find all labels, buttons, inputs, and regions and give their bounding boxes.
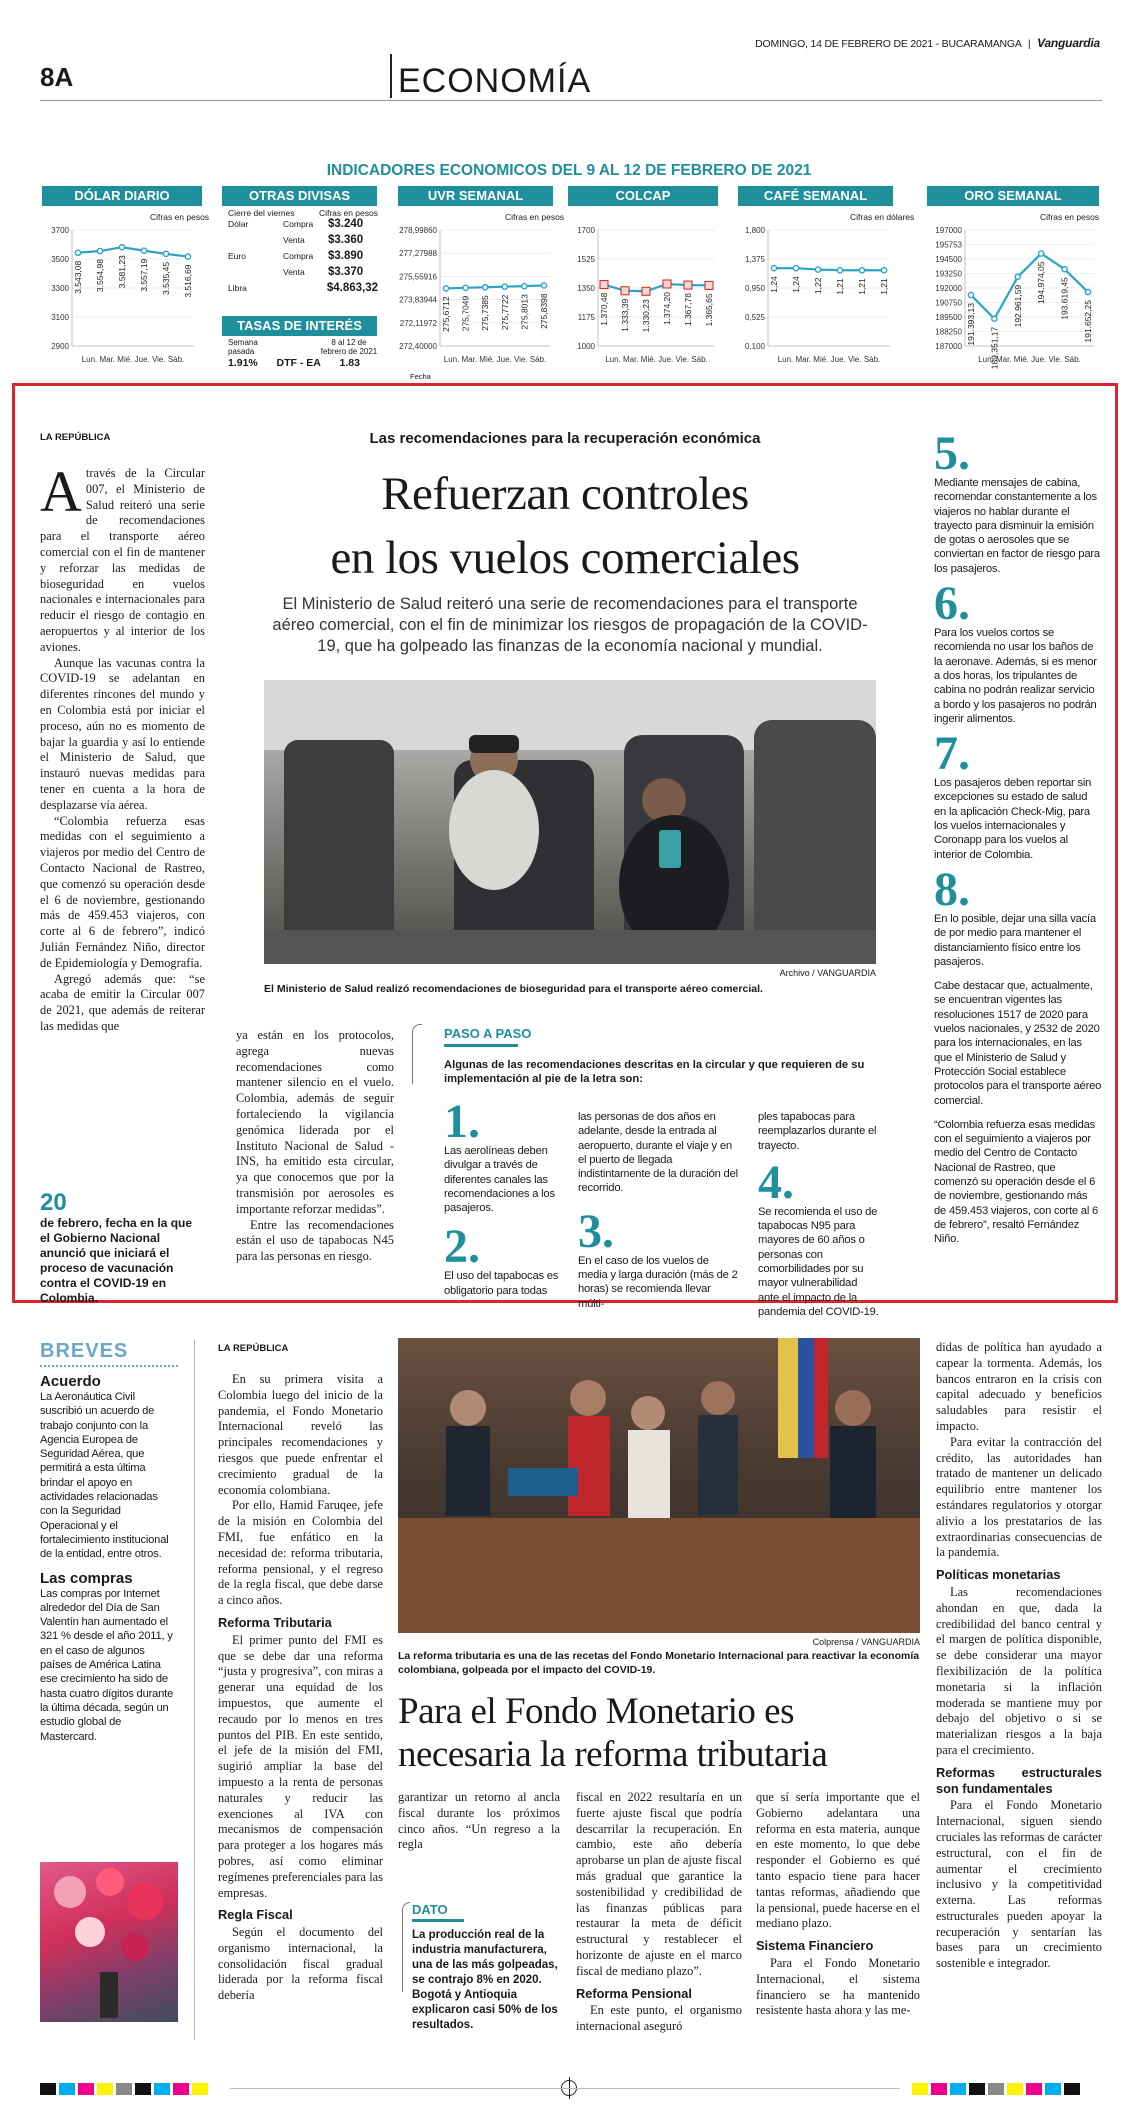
data-label: 275,7722 [499,294,510,331]
data-point [141,248,146,253]
color-bar-right [912,2082,1083,2100]
fmi-headline-line-1: Para el Fondo Monetario es [398,1691,794,1732]
step-7-number: 7. [934,727,970,781]
data-point [642,287,650,295]
data-point [684,281,692,289]
photo-credit: Archivo / VANGUARDIA [779,968,876,978]
y-tick-label: 272,40000 [399,342,437,351]
main-para-3: “Colombia refuerza esas medidas con el seguimiento a viajeros por medio del Centro de Contacto Nacional de Rastreo, que comenzó su operación desde el 6 de noviembre, gestionando más de 459.453 viajeros, con corte al 6 de febrero”, indicó Julián Fernández Niño, director de Epidemiología y Demografía. [40,813,205,970]
divisas-row [228,234,378,250]
series-line [971,254,1088,319]
dato-underline [412,1919,464,1922]
data-point [705,281,713,289]
main-para-1 [40,459,205,656]
y-tick-label: 3300 [51,284,69,293]
divisas-colhead: Cierre del viernes [228,208,295,218]
data-label: 1,21 [879,278,889,295]
divisas-unit: Cifras en pesos [318,208,378,218]
data-label: 191.393,13 [966,303,976,346]
y-tick-label: 1175 [577,313,595,322]
data-point [119,245,124,250]
dato-text: La producción real de la industria manufacturera, una de las más golpeadas, se contrajo 8% en 2020. Bogotá y Antioquia explicaron casi 50% de los resultados. [412,1929,558,2031]
main-para-4: Agregó además que: “se acaba de emitir la Circular 007 de 2021, que además de reiterar las medidas que [40,971,205,1033]
step-7-text: Los pasajeros deben reportar sin excepciones su estado de salud en la aplicación Check-Mig, para los vuelos internacionales y Coronapp para los vuelos al interior de Colombia. [934,777,1092,861]
data-point [859,268,864,273]
fmi-subhead-estructurales: Reformas estructurales son fundamentales [936,1764,1102,1796]
data-point [522,284,527,289]
fmi-para-5: garantizar un retorno al ancla fiscal durante los próximos cinco años. “Un regreso a la regla [398,1790,560,1852]
fmi-col-2 [398,1790,560,1853]
tasas-last-week: 1.91% [228,357,258,369]
x-day-labels: Lun. Mar. Mié. Jue. Vie. Sáb. [777,355,881,364]
data-point [541,283,546,288]
tasas-rate-name: DTF - EA [276,357,321,369]
dato-title: DATO [412,1902,448,1917]
data-point [185,254,190,259]
step-8-number: 8. [934,862,970,916]
x-day-labels: Lun. Mar. Mié. Jue. Vie. Sáb. [443,355,547,364]
fact-text: de febrero, fecha en la que el Gobierno Nacional anunció que iniciará el proceso de vacunación contra el COVID-19 en Colombia. [40,1216,193,1305]
data-label: 1,21 [835,278,845,295]
data-label: 194.974,05 [1036,261,1047,305]
data-point [1085,289,1090,294]
fmi-subhead-financiero: Sistema Financiero [756,1938,874,1954]
breves-title: BREVES [40,1340,178,1367]
data-point [968,292,973,297]
fmi-para-1: En su primera visita a Colombia luego del inicio de la pandemia, el Fondo Monetario Internacional reveló las principales recomendaciones y riesgos que puede enfrentar el crecimiento gradual de la economía colombiana. [218,1372,383,1497]
valentine-photo-art [40,1862,178,2022]
breve-2-text: Las compras por Internet alrededor del Día de San Valentín han aumentado el 321 % desde el año 2011, y en el caso de algunos países de América Latina ese crecimiento ha sido de hasta cuatro dígitos durante la última década, según un estudio global de Mastercard. [40,1587,174,1743]
fmi-col-4 [756,1790,920,2019]
y-tick-label: 0,525 [744,313,765,322]
dolar-header: DÓLAR DIARIO [42,186,202,206]
photo-caption: El Ministerio de Salud realizó recomendaciones de bioseguridad para el transporte aéreo comercial. [264,983,763,995]
oro-header: ORO SEMANAL [927,186,1099,206]
series-line [78,247,188,256]
breve-2-title: Las compras [40,1569,133,1587]
y-tick-label: 1000 [577,342,595,351]
breves-box [40,1340,178,1744]
x-day-labels: Lun. Mar. Mié. Jue. Vie. Sáb. [978,355,1081,364]
step-3-text-cont: ples tapabocas para reemplazarlos durante el trayecto. [758,1111,877,1152]
fmi-para-12: Las recomendaciones ahondan en que, dada la credibilidad del banco central y el margen de política disponible, se debe considerar una mayor flexibilización de la política monetaria si la inflación moderada se mantiene muy por debajo del objetivo o si se materializan riesgos a la baja para el crecimiento. [936,1584,1102,1757]
divisas-type: Venta [283,235,305,245]
oro-chart [927,220,1102,370]
data-point [793,266,798,271]
tasas-col3: 8 al 12 de febrero de 2021 [320,338,378,356]
main-para-5: ya están en los protocolos, agrega nuevas recomendaciones como mantener silencio en el vuelo. Colombia, además de seguir fortaleciendo la vigilancia genómica liderada por el Instituto Nacional de Salud - INS, ha emitido esta circular, ya que conocemos que por la transmisión por aerosoles es importante reforzar medidas”. [236,1028,394,1216]
fmi-col-3 [576,1790,742,2035]
tasas-col1: Semana pasada [228,338,258,356]
y-tick-label: 273,83944 [399,295,437,305]
main-headline [240,462,890,590]
y-tick-label: 0,100 [744,342,765,351]
headline-line-2: en los vuelos comerciales [330,532,800,584]
y-tick-label: 2900 [51,342,69,351]
fmi-headline-line-2: necesaria la reforma tributaria [398,1734,828,1775]
paso-col-1 [444,1095,564,1298]
dolar-chart [42,220,202,370]
y-tick-label: 194500 [935,255,962,264]
data-point [815,267,820,272]
divisas-type: Compra [283,251,314,261]
breve-1-text: La Aeronáutica Civil suscribió un acuerdo de trabajo conjunto con la Agencia Europea de Seguridad Aérea, que permitirá a esta última brindar el apoyo en actividades relacionadas con la Seguridad Operacional y el fortalecimiento institucional de la entidad, entre otros. [40,1391,169,1561]
y-tick-label: 3100 [51,313,69,322]
step-2-text: El uso del tapabocas es obligatorio para todas [444,1270,559,1297]
data-point [837,268,842,273]
congress-photo [398,1338,920,1633]
fmi-para-2: Por ello, Hamid Faruqee, jefe de la misión en Colombia del FMI, fue enfático en la necesidad de: reforma tributaria, reforma pensional, y el regreso de la regla fiscal, que debe darse a cinco años. [218,1498,383,1608]
step-5-number: 5. [934,427,970,480]
divisas-value: $3.370 [328,266,364,278]
divisas-type: Venta [283,267,305,277]
data-label: 191.652,25 [1083,300,1093,343]
dato-box [412,1902,560,2033]
data-label: 3.557,19 [139,258,149,292]
data-label: 1.370,48 [599,292,609,326]
data-point [771,266,776,271]
data-label: 3.581,23 [117,255,127,289]
y-tick-label: 188250 [935,327,962,337]
brand-logo: Vanguardia [1037,36,1100,50]
paso-col-2 [578,1110,738,1311]
series-line [446,285,544,288]
airplane-photo [264,680,876,964]
data-point [1062,267,1067,272]
series-line [604,284,709,291]
data-label: 1.330,23 [641,299,651,333]
section-title: ECONOMÍA [398,62,592,100]
x-day-labels: Lun. Mar. Mié. Jue. Vie. Sáb. [81,355,185,364]
fmi-col-5 [936,1340,1102,1972]
data-label: 192.961,59 [1012,284,1023,328]
y-tick-label: 1,800 [744,226,765,235]
divisas-table [228,208,378,300]
step-6-number: 6. [934,577,970,631]
y-tick-label: 192000 [935,284,962,293]
divisas-row [228,282,378,300]
main-source: LA REPÚBLICA [40,432,111,443]
y-tick-label: 3500 [51,255,69,264]
fact-box [40,1190,205,1306]
divisas-value: $4.863,32 [326,282,378,294]
data-label: 275,7049 [460,295,471,332]
data-point [483,285,488,290]
divisas-type: Compra [283,219,314,229]
fmi-source: LA REPÚBLICA [218,1343,289,1354]
y-tick-label: 1700 [577,226,595,235]
y-tick-label: 3700 [51,226,69,235]
fmi-para-4: Según el documento del organismo internacional, la consolidación fiscal gradual liderada por la reforma fiscal debería [218,1925,383,2003]
step-5-text: Mediante mensajes de cabina, recomendar constantemente a los viajeros no hablar durante el trayecto para disminuir la emisión de gotas o aerosoles que se conviertan en factor de riesgo para los pasajeros. [934,477,1100,575]
footer-rule [230,2088,900,2089]
dropcap: A [40,459,82,524]
fmi-col-1 [218,1372,383,2004]
fact-number: 20 [40,1189,67,1216]
divisas-currency: Euro [228,251,246,261]
paso-underline [444,1044,518,1047]
main-col-1 [40,459,205,1035]
cafe-header: CAFÉ SEMANAL [738,186,893,206]
masthead-rule [40,100,1102,101]
breve-1-title: Acuerdo [40,1373,101,1390]
fmi-subhead-tributaria: Reforma Tributaria [218,1614,332,1630]
main-deck: El Ministerio de Salud reiteró una serie de recomendaciones para el transporte aéreo comercial, con el fin de minimizar los riesgos de propagación de la COVID-19, que ha golpeado las finanzas de la economía nacional y mundial. [272,595,868,655]
step-6-text: Para los vuelos cortos se recomienda no usar los baños de la aeronave. Además, si es menor a dos horas, los tripulantes de cabina no podrán realizar servicio a bordo y los pasajeros no podrán ingerir alimentos. [934,627,1097,725]
main-right-col [934,427,1102,1246]
data-label: 3.543,08 [73,260,83,294]
data-label: 3.535,45 [161,261,171,295]
fmi-subhead-monetarias: Políticas monetarias [936,1567,1061,1583]
dateline-text: DOMINGO, 14 DE FEBRERO DE 2021 - BUCARAMANGA [755,38,1022,50]
data-label: 275,6712 [441,296,451,332]
oro-unit: Cifras en pesos [1040,212,1100,222]
data-label: 1,22 [813,277,823,295]
y-tick-label: 195753 [935,240,962,250]
x-day-labels: Lun. Mar. Mié. Jue. Vie. Sáb. [605,355,708,364]
paso-intro: Algunas de las recomendaciones descritas en la circular y que requieren de su implementación al pie de la letra son: [444,1059,865,1085]
y-tick-label: 0,950 [744,284,765,293]
fmi-para-8: que sí sería importante que el Gobierno adelantara una reforma en esta materia, aunque en este momento, lo que debe responder el Gobierno es qué tanto espacio tiene para hacer tantas reformas, añadiendo que la pensional, puede hacerse en el mediano plazo. [756,1790,920,1931]
uvr-header: UVR SEMANAL [398,186,553,206]
data-label: 1,21 [857,278,867,295]
step-8-text: En lo posible, dejar una silla vacía de por medio para mantener el distanciamiento físico entre los pasajeros. [934,912,1096,968]
divisas-row [228,250,378,266]
main-para-6: Entre las recomendaciones están el uso de tapabocas N45 para las personas en riesgo. [236,1217,394,1264]
dolar-unit: Cifras en pesos [150,212,210,222]
divisas-currency: Dólar [228,219,249,229]
step-4-number: 4. [758,1155,794,1209]
y-tick-label: 277,27988 [399,249,437,259]
tasas-header: TASAS DE INTERÉS [222,316,377,336]
main-para-2: Aunque las vacunas contra la COVID-19 se adelantan en diferentes rincones del mundo y en Colombia está por iniciar el proceso, aún no es momento de bajar la guardia y así lo entiende el Ministerio de Salud, que instauró nuevas medidas para tener en cuenta a la hora de desplazarse vía aérea. [40,655,205,812]
paso-col-3 [758,1110,880,1319]
uvr-xlabel: Fecha [410,372,431,381]
fmi-subhead-regla: Regla Fiscal [218,1907,293,1923]
uvr-unit: Cifras en pesos [505,212,565,222]
y-tick-label: 187000 [935,342,962,351]
data-point [97,248,102,253]
data-point [163,251,168,256]
dateline: DOMINGO, 14 DE FEBRERO DE 2021 - BUCARAMANGA | Vanguardia [755,36,1100,50]
y-tick-label: 190750 [935,298,962,308]
valentine-photo [40,1862,178,2022]
y-tick-label: 1525 [577,255,595,264]
data-label: 1.367,78 [683,293,693,327]
data-label: 1.374,20 [662,291,672,326]
data-point [663,280,671,288]
divisas-row [228,266,378,282]
breves-divider [194,1340,195,2040]
fmi-para-3: El primer punto del FMI es que se debe dar una reforma “justa y progresiva”, con miras a generar una equidad de los impuestos, que aumente el recaudo por lo menos en tres puntos del PIB. En este sentido, el jefe de la misión del FMI, sugirió ampliar la base del impuesto a la renta de personas naturales y reducir las exenciones al IVA con mecanismos de compensación para proteger a los hogares más pobres, así como eliminar regímenes preferenciales para las empresas. [218,1632,383,1900]
fmi-para-13: Para el Fondo Monetario Internacional, siguen siendo cruciales las reformas de carácter estructural, con el fin de aumentar el crecimiento inclusivo y la competitividad externa. Las reformas estructurales pueden apoyar la recuperación y sentarían las bases para un crecimiento sostenible e integrador. [936,1798,1102,1971]
data-label: 1.333,39 [620,298,630,332]
fmi-para-6: fiscal en 2022 resultaría en un fuerte ajuste fiscal que podría descarrilar la recuperación. En cambio, este año debería aprobarse un plan de ajuste fiscal más gradual que garantice la sostenibilidad y credibilidad de las finanzas públicas para restaurar la meta de déficit estructural y restablecer el horizonte de ajuste en el marco fiscal de mediano plazo”. [576,1790,742,1978]
y-tick-label: 275,55916 [399,272,437,282]
y-tick-label: 1350 [577,284,595,293]
tasas-current: 1.83 [339,357,360,369]
paso-title: PASO A PASO [444,1026,532,1041]
indicators-title: INDICADORES ECONOMICOS DEL 9 AL 12 DE FEBRERO DE 2021 [326,162,812,179]
fmi-caption: La reforma tributaria es una de las recetas del Fondo Monetario Internacional para reactivar la economía colombiana, golpeada por el impacto del COVID-19. [398,1650,920,1676]
y-tick-label: 197000 [935,226,962,235]
y-tick-label: 1,375 [744,255,765,264]
fmi-subhead-pensional: Reforma Pensional [576,1985,692,2001]
tasas-table [228,338,378,368]
step-1-text: Las aerolíneas deben divulgar a través de diferentes canales las recomendaciones a los pasajeros. [444,1145,555,1215]
dato-bracket [402,1902,410,1992]
divisas-row [228,218,378,234]
closing-para-1: Cabe destacar que, actualmente, se encuentran vigentes las resoluciones 1517 de 2020 para vuelos nacionales, y 2532 de 2020 para los internacionales, en las que el Ministerio de Salud y Protección Social establece protocolos para el transporte aéreo comercial. [934,980,1102,1107]
data-label: 1,24 [769,276,779,293]
data-point [463,285,468,290]
y-tick-label: 193250 [935,269,962,279]
airplane-photo-art [264,680,876,964]
colcap-chart [568,220,723,370]
series-line [774,268,884,270]
divisas-value: $3.890 [328,250,364,262]
data-label: 1.365,65 [704,293,714,327]
y-tick-label: 272,11972 [399,318,437,328]
colcap-header: COLCAP [568,186,718,206]
cafe-unit: Cifras en dólares [850,212,915,222]
fmi-para-11: Para evitar la contracción del crédito, las autoridades han tratado de mantener un delicado equilibrio entre mantener los estándares regulatorios y otorgar alivio a los prestatarios de las extraordinarias consecuencias de la pandemia. [936,1434,1102,1560]
main-col-2 [236,1028,394,1265]
data-point [600,281,608,289]
color-bar-left [40,2082,211,2100]
data-point [75,250,80,255]
fmi-para-10: didas de política han ayudado a capear la tormenta. Además, los bancos entraron en la crisis con capital adecuado y beneficios saludables para resistir el impacto. [936,1340,1102,1433]
congress-photo-art [398,1338,920,1633]
divisas-header: OTRAS DIVISAS [222,186,377,206]
step-1-number: 1. [444,1095,480,1148]
data-point [992,316,997,321]
data-label: 275,7385 [480,295,491,331]
cafe-chart [738,220,898,370]
data-point [443,286,448,291]
data-point [1039,251,1044,256]
divisas-currency: Libra [228,283,247,293]
main-kicker: Las recomendaciones para la recuperación económica [369,430,761,447]
paso-bracket [412,1024,422,1084]
y-tick-label: 189500 [935,313,962,322]
data-point [621,287,629,295]
divisas-value: $3.360 [328,234,364,246]
fmi-headline [398,1690,938,1776]
page-number: 8A [40,62,74,92]
data-point [1015,274,1020,279]
step-3-number: 3. [578,1204,614,1258]
closing-para-2: “Colombia refuerza esas medidas con el seguimiento a viajeros por medio del Centro de Contacto Nacional de Rastreo, que comenzó su operación desde el 6 de noviembre, gestionando más de 459.453 viajeros, con corte al 6 de febrero”, resaltó Fernández Niño. [934,1118,1099,1246]
fmi-para-9: Para el Fondo Monetario Internacional, el sistema financiero se ha mantenido resistente hasta ahora y las me- [756,1955,920,2018]
data-label: 193.619,45 [1059,277,1070,320]
section-divider [390,54,392,98]
data-point [502,284,507,289]
headline-line-1: Refuerzan controles [381,468,749,520]
data-label: 275,8013 [519,294,530,330]
step-4-text: Se recomienda el uso de tapabocas N95 para mayores de 60 años o personas con comorbilidades por su mayor vulnerabilidad ante el impacto de la pandemia del COVID-19. [758,1205,879,1318]
main-para-1-text: través de la Circular 007, el Ministerio de Salud reiteró una serie de recomendaciones para el transporte aéreo comercial con el fin de mantener y reforzar las medidas de bioseguridad en vuelos nacionales e internacionales para reducir el riesgo de contagio en aeropuertos y al interior de los aviones. [40,466,205,654]
data-label: 3.516,69 [183,264,193,298]
fmi-photo-credit: Colprensa / VANGUARDIA [812,1637,920,1647]
step-3-text: En el caso de los vuelos de media y larga duración (más de 2 horas) se recomienda llevar múlti- [578,1254,738,1310]
step-2-number: 2. [444,1220,480,1274]
fmi-para-7: En este punto, el organismo internacional aseguró [576,2003,742,2034]
uvr-chart [398,220,558,370]
data-label: 275,8398 [539,293,549,329]
data-label: 1,24 [791,276,801,293]
step-2-text-cont: las personas de dos años en adelante, desde la entrada al aeropuerto, durante el viaje y en el puerto de llegada indistintamente de la duración del recorrido. [578,1111,738,1195]
data-label: 189.351,17 [989,326,1000,370]
divisas-value: $3.240 [328,218,364,230]
y-tick-label: 278,99860 [399,226,437,235]
data-label: 3.554,98 [95,259,105,293]
data-point [881,268,886,273]
